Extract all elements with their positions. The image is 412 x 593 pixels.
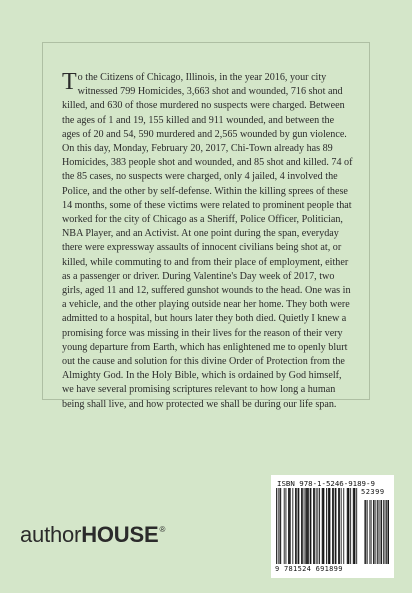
barcode-bar: [332, 488, 333, 564]
barcode-bar: [356, 488, 357, 564]
barcode-bar: [298, 488, 299, 564]
barcode-bar: [338, 488, 339, 564]
barcode-bar: [310, 488, 311, 564]
barcode-bar: [336, 488, 337, 564]
drop-cap-letter: T: [62, 69, 77, 95]
barcode-bar: [296, 488, 297, 564]
registered-mark: ®: [159, 525, 166, 534]
barcode-bar: [381, 500, 382, 564]
barcode-bar: [302, 488, 303, 564]
barcode-bar: [341, 488, 342, 564]
barcode-bar: [370, 500, 371, 564]
barcode-bar: [285, 488, 286, 564]
barcode-bar: [374, 500, 375, 564]
barcode-bar: [382, 500, 383, 564]
barcode-bar: [323, 488, 324, 564]
barcode-bar: [384, 500, 385, 564]
barcode-bar: [328, 488, 329, 564]
barcode-bar: [366, 500, 367, 564]
barcode-bar: [314, 488, 315, 564]
barcode-bar: [374, 500, 375, 564]
barcode-bar: [316, 488, 317, 564]
barcode-bar: [355, 488, 356, 564]
barcode-bar: [305, 488, 306, 564]
price-addon-number: 52399: [361, 488, 385, 496]
isbn-barcode: [271, 475, 394, 578]
ean13-bars: [276, 488, 358, 564]
barcode-bar: [322, 488, 323, 564]
barcode-bar: [323, 488, 324, 564]
barcode-bar: [371, 500, 372, 564]
barcode-bar: [380, 500, 381, 564]
barcode-bar: [295, 488, 296, 564]
barcode-bar: [373, 500, 374, 564]
barcode-bar: [280, 488, 281, 564]
barcode-bar: [379, 500, 380, 564]
barcode-bar: [304, 488, 305, 564]
barcode-bar: [298, 488, 299, 564]
barcode-bar: [367, 500, 368, 564]
barcode-bar: [354, 488, 355, 564]
barcode-bar: [349, 488, 350, 564]
publisher-name-regular: author: [20, 522, 82, 547]
barcode-bar: [348, 488, 349, 564]
back-cover-blurb: [62, 71, 354, 412]
barcode-bar: [386, 500, 387, 564]
barcode-bar: [329, 488, 330, 564]
price-addon-bars: [364, 500, 389, 564]
barcode-bar: [326, 488, 327, 564]
barcode-bar: [377, 500, 378, 564]
barcode-bar: [292, 488, 293, 564]
barcode-bar: [353, 488, 354, 564]
barcode-bar: [307, 488, 308, 564]
barcode-bar: [279, 488, 280, 564]
barcode-bar: [388, 500, 389, 564]
barcode-bar: [308, 488, 309, 564]
barcode-bar: [375, 500, 376, 564]
barcode-bar: [364, 500, 365, 564]
ean-digits: 9 781524 691899: [275, 565, 343, 573]
barcode-bar: [317, 488, 318, 564]
barcode-bar: [290, 488, 291, 564]
barcode-bar: [339, 488, 340, 564]
publisher-name-bold: HOUSE: [81, 522, 159, 547]
isbn-text: ISBN 978-1-5246-9189-9: [277, 479, 375, 488]
barcode-bar: [377, 500, 378, 564]
barcode-bar: [278, 488, 279, 564]
barcode-bar: [333, 488, 334, 564]
barcode-bar: [306, 488, 307, 564]
blurb-text: o the Citizens of Chicago, Illinois, in the year 2016, your city witnessed 799 Homicides, 3,663 shot and wounded, 716 shot and killed, and 630 of those murdered no suspects were charged. Between the ages of 1 and 19, 155 killed and 911 wounded, and between the ages of 20 and 54, 590 murdered and 2,565 wounded by gun violence. On this day, Monday, February 20, 2017, Chi-Town already has 89 Homicides, 383 people shot and wounded, and 85 shot and killed. 74 of the 85 cases, no suspects were charged, only 4 jailed, 4 involved the Police, and the other by self-defense. Within the killing sprees of these 14 months, some of these victims were related to prominent people that worked for the city of Chicago as a Sheriff, Police Officer, Politician, NBA Player, and an Activist. At one point during the span, everyday there were expressway assaults of innocent civilians being shot at, or killed, while commuting to and from their place of employment, either as a passenger or driver. During Valentine's Day week of 2017, two girls, aged 11 and 12, suffered gunshot wounds to the head. One was in a vehicle, and the other playing outside near her home. They both were admitted to a hospital, but hours later they both died. Quietly I knew a promising force was missing in their lives for the reason of their very young departure from Earth, which has enlightened me to openly blurt out the cause and solution for this divine Order of Protection from the Almighty God. In the Holy Bible, which is ordained by God himself, we have several promising scriptures relevant to how long a human being shall live, and how protected we shall be during our life span.: [62, 72, 353, 410]
barcode-bar: [383, 500, 384, 564]
barcode-bar: [369, 500, 370, 564]
barcode-bar: [387, 500, 388, 564]
barcode-bar: [276, 488, 277, 564]
barcode-bar: [385, 500, 386, 564]
barcode-bar: [311, 488, 312, 564]
barcode-bar: [388, 500, 389, 564]
barcode-bar: [386, 500, 387, 564]
barcode-bar: [319, 488, 320, 564]
barcode-bar: [313, 488, 314, 564]
barcode-bar: [365, 500, 366, 564]
barcode-bar: [288, 488, 289, 564]
barcode-bar: [343, 488, 344, 564]
barcode-bar: [330, 488, 331, 564]
barcode-bar: [367, 500, 368, 564]
barcode-bar: [350, 488, 351, 564]
barcode-bar: [335, 488, 336, 564]
barcode-bars: [276, 488, 389, 564]
publisher-logo: [20, 522, 165, 548]
barcode-bar: [284, 488, 285, 564]
barcode-bar: [378, 500, 379, 564]
barcode-bar: [301, 488, 302, 564]
barcode-bar: [347, 488, 348, 564]
barcode-bar: [289, 488, 290, 564]
